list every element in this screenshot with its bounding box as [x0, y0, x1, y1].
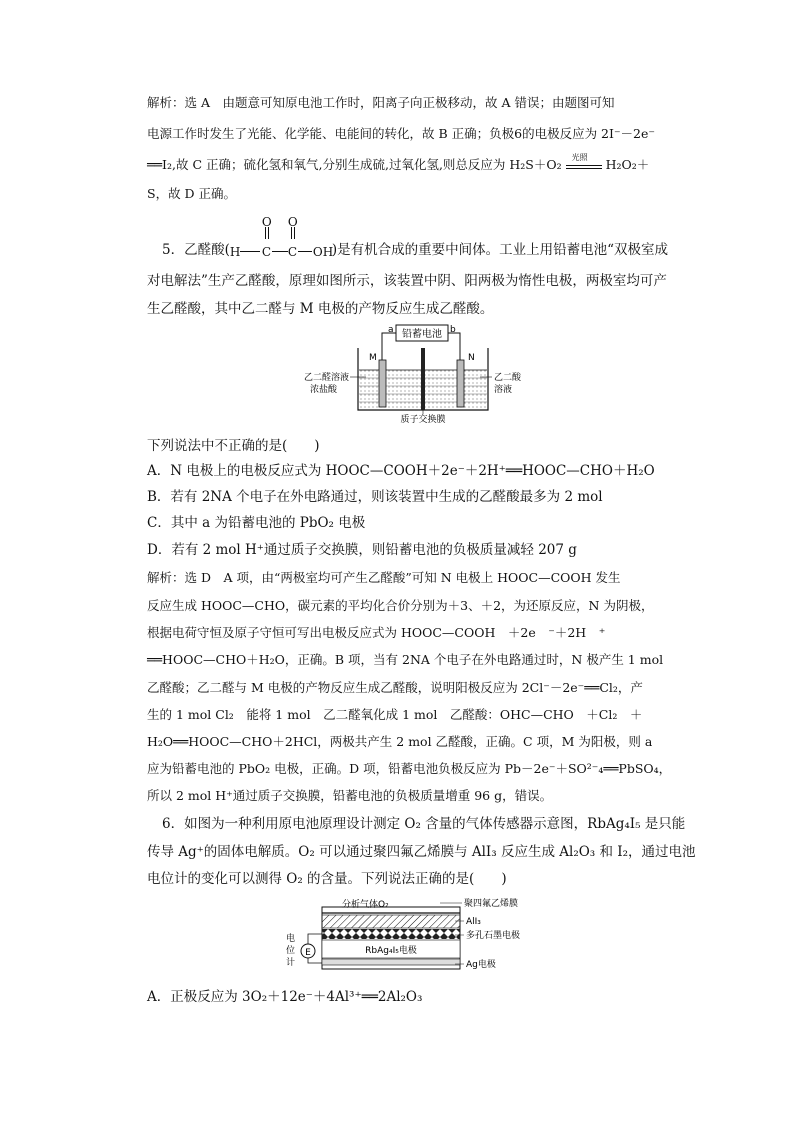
q5-option-b: B．若有 2NA 个电子在外电路通过，则该装置中生成的乙醛酸最多为 2 mol [147, 489, 603, 505]
q5-line-3: 生乙醛酸，其中乙二醛与 M 电极的产物反应生成乙醛酸。 [147, 301, 494, 317]
solution-4-line-2: 电源工作时发生了光能、化学能、电能间的转化，故 B 正确；负极6的电极反应为 2I⁻－2e⁻ [147, 126, 655, 141]
meter-label-3: 计 [286, 958, 296, 968]
electrode-n [457, 360, 464, 407]
proton-exchange-membrane [421, 348, 425, 410]
solution-5-line-5: 乙醛酸；乙二醛与 M 电极的产物反应生成乙醛酸，说明阳极反应为 2Cl⁻－2e⁻══Cl₂，产 [147, 680, 643, 695]
solution-5-line-1: 解析：选 D A 项，由“两极室均可产生乙醛酸”可知 N 电极上 HOOC—COOH 发生 [147, 570, 621, 585]
meter-wire-bottom [308, 958, 322, 963]
struct-c1: C [261, 245, 272, 259]
q5-line-1b: )是有机合成的重要中间体。工业上用铅蓄电池“双极室成 [331, 242, 669, 258]
ali3-layer [322, 915, 460, 928]
meter-label-2: 位 [286, 946, 296, 956]
solution-4-line-3b: 硫化氢和氧气,分别生成硫,过氧化氢,则总反应为 H₂S＋O₂ [243, 157, 562, 172]
left-solution-label-1: 乙二醛溶液 [304, 373, 350, 383]
solution-4-line-1: 解析：选 A 由题意可知原电池工作时，阳离子向正极移动，故 A 错误；由题图可知 [147, 95, 615, 110]
ag-label: Ag电极 [466, 960, 496, 970]
solution-5-line-9: 所以 2 mol H⁺通过质子交换膜，铅蓄电池的负极质量增重 96 g，错误。 [147, 788, 553, 803]
wire-b [448, 333, 460, 362]
solution-4-line-3 [147, 152, 650, 174]
q6-line-3: 电位计的变化可以测得 O₂ 的含量。下列说法正确的是( ) [147, 871, 507, 887]
q5-option-a: A．N 电极上的电极反应式为 HOOC—COOH＋2e⁻＋2H⁺══HOOC—CHO＋H₂O [147, 463, 655, 479]
battery-label: 铅蓄电池 [402, 329, 442, 340]
gas-label: 分析气体O₂ [342, 900, 389, 910]
solution-5-line-8: 应为铅蓄电池的 PbO₂ 电极，正确。D 项，铅蓄电池负极反应为 Pb－2e⁻＋SO²⁻₄══PbSO₄， [147, 761, 672, 776]
q6-line-1: 6．如图为一种利用原电池原理设计测定 O₂ 含量的气体传感器示意图，RbAg₄I₅ 是只能 [162, 816, 686, 832]
graphite-electrode [322, 929, 460, 939]
q6-line-2: 传导 Ag⁺的固体电解质。O₂ 可以通过聚四氟乙烯膜与 AlI₃ 反应生成 Al₂O₃ 和 I₂，通过电池 [147, 844, 696, 860]
ptfe-label: 聚四氟乙烯膜 [464, 899, 519, 909]
graphite-label: 多孔石墨电极 [466, 931, 521, 941]
ali3-label: AlI₃ [466, 917, 481, 927]
ag-electrode [322, 959, 460, 965]
meter-wire-top [308, 934, 322, 944]
meter-label-1: 电 [286, 934, 296, 944]
right-solution-label-1: 乙二酸 [494, 373, 522, 383]
solution-5-line-2: 反应生成 HOOC—CHO，碳元素的平均化合价分别为＋3、＋2，为还原反应，N 为阴极， [147, 598, 654, 613]
meter-e-label: E [305, 948, 311, 958]
electrode-m [379, 360, 386, 407]
condition-text: 光照 [571, 152, 588, 162]
q5-line-1 [162, 215, 669, 259]
q5-option-d: D．若有 2 mol H⁺通过质子交换膜，则铅蓄电池的负极质量减轻 207 g [147, 542, 577, 558]
solution-4-line-3c: H₂O₂＋ [605, 157, 650, 172]
q6-option-a: A．正极反应为 3O₂＋12e⁻＋4Al³⁺══2Al₂O₃ [147, 989, 423, 1005]
electrolysis-diagram [300, 322, 530, 424]
struct-oh: OH [312, 245, 334, 259]
struct-h: H [229, 245, 241, 259]
wire-a [382, 333, 396, 362]
q5-line-1a: 5．乙醛酸( [162, 242, 230, 258]
terminal-b-label: b [450, 325, 456, 335]
solution-5-line-7: H₂O══HOOC—CHO＋2HCl，两极共产生 2 mol 乙醛酸，正确。C 项，M 为阳极，则 a [147, 734, 653, 749]
struct-c2: C [287, 245, 298, 259]
solution-4-line-4: S，故 D 正确。 [147, 186, 237, 201]
right-solution-label-2: 溶液 [494, 385, 513, 395]
left-solution-label-2: 浓盐酸 [310, 385, 338, 395]
rbag4i5-label: RbAg₄I₅电极 [365, 946, 417, 956]
terminal-a-label: a [388, 325, 394, 335]
struct-o1: O [261, 215, 272, 229]
electrode-n-label: N [468, 353, 475, 363]
condition-arrow [566, 152, 602, 173]
glyoxylic-structure [229, 215, 334, 259]
struct-o2: O [287, 215, 298, 229]
sensor-diagram [280, 893, 550, 977]
electrode-m-label: M [369, 353, 377, 363]
solution-4-line-3a: ══I₂,故 C 正确； [147, 157, 244, 172]
q5-line-2: 对电解法”生产乙醛酸，原理如图所示，该装置中阴、阳两极为惰性电极，两极室均可产 [147, 273, 667, 289]
solution-5-line-4: ══HOOC—CHO＋H₂O，正确。B 项，当有 2NA 个电子在外电路通过时，N 极产生 1 mol [147, 652, 664, 667]
membrane-label: 质子交换膜 [400, 415, 446, 424]
solution-5-line-6: 生的 1 mol Cl₂ 能将 1 mol 乙二醛氧化成 1 mol 乙醛酸：OHC—CHO ＋Cl₂ ＋ [147, 707, 643, 722]
q5-stem: 下列说法中不正确的是( ) [147, 438, 320, 454]
q5-option-c: C．其中 a 为铅蓄电池的 PbO₂ 电极 [147, 515, 366, 531]
solution-5-line-3: 根据电荷守恒及原子守恒可写出电极反应式为 HOOC—COOH ＋2e ⁻＋2H ⁺ [147, 625, 606, 640]
